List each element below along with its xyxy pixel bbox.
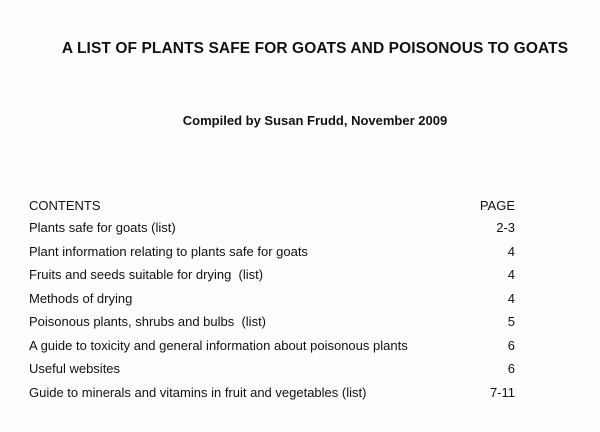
toc-entry-label: Guide to minerals and vitamins in fruit and vegetables (list): [29, 384, 367, 400]
toc-entry: [29, 314, 515, 338]
toc-entry-page: 4: [507, 290, 515, 306]
toc-entry: [29, 220, 515, 244]
toc-entry-page: 6: [507, 337, 515, 353]
toc-heading: CONTENTS: [29, 198, 101, 213]
toc-page-heading: PAGE: [479, 198, 515, 213]
document-title: A LIST OF PLANTS SAFE FOR GOATS AND POISONOUS TO GOATS: [61, 40, 569, 57]
toc-entry: [29, 291, 515, 315]
table-of-contents: [29, 198, 515, 408]
toc-entry: [29, 385, 515, 409]
toc-entry-label: Methods of drying: [29, 290, 133, 306]
toc-entry-page: 4: [507, 267, 515, 282]
document-subtitle: Compiled by Susan Frudd, November 2009: [182, 113, 448, 128]
toc-entry-page: 7-11: [489, 384, 515, 400]
toc-entry: [29, 244, 515, 268]
toc-entry: [29, 361, 515, 385]
toc-entry-label: Plant information relating to plants safe for goats: [29, 243, 308, 259]
toc-header-row: [29, 198, 515, 220]
toc-entry: [29, 267, 515, 291]
toc-entry-label: A guide to toxicity and general information about poisonous plants: [29, 337, 408, 353]
toc-entry: [29, 338, 515, 362]
toc-entry-label: Poisonous plants, shrubs and bulbs (list): [29, 314, 267, 329]
toc-entry-page: 4: [507, 243, 515, 259]
toc-entry-page: 2-3: [496, 220, 515, 235]
toc-entry-label: Useful websites: [29, 361, 121, 376]
toc-entry-label: Plants safe for goats (list): [29, 220, 176, 235]
toc-entry-page: 6: [507, 361, 515, 376]
toc-entry-label: Fruits and seeds suitable for drying (list): [29, 267, 264, 282]
toc-entry-page: 5: [507, 314, 515, 329]
